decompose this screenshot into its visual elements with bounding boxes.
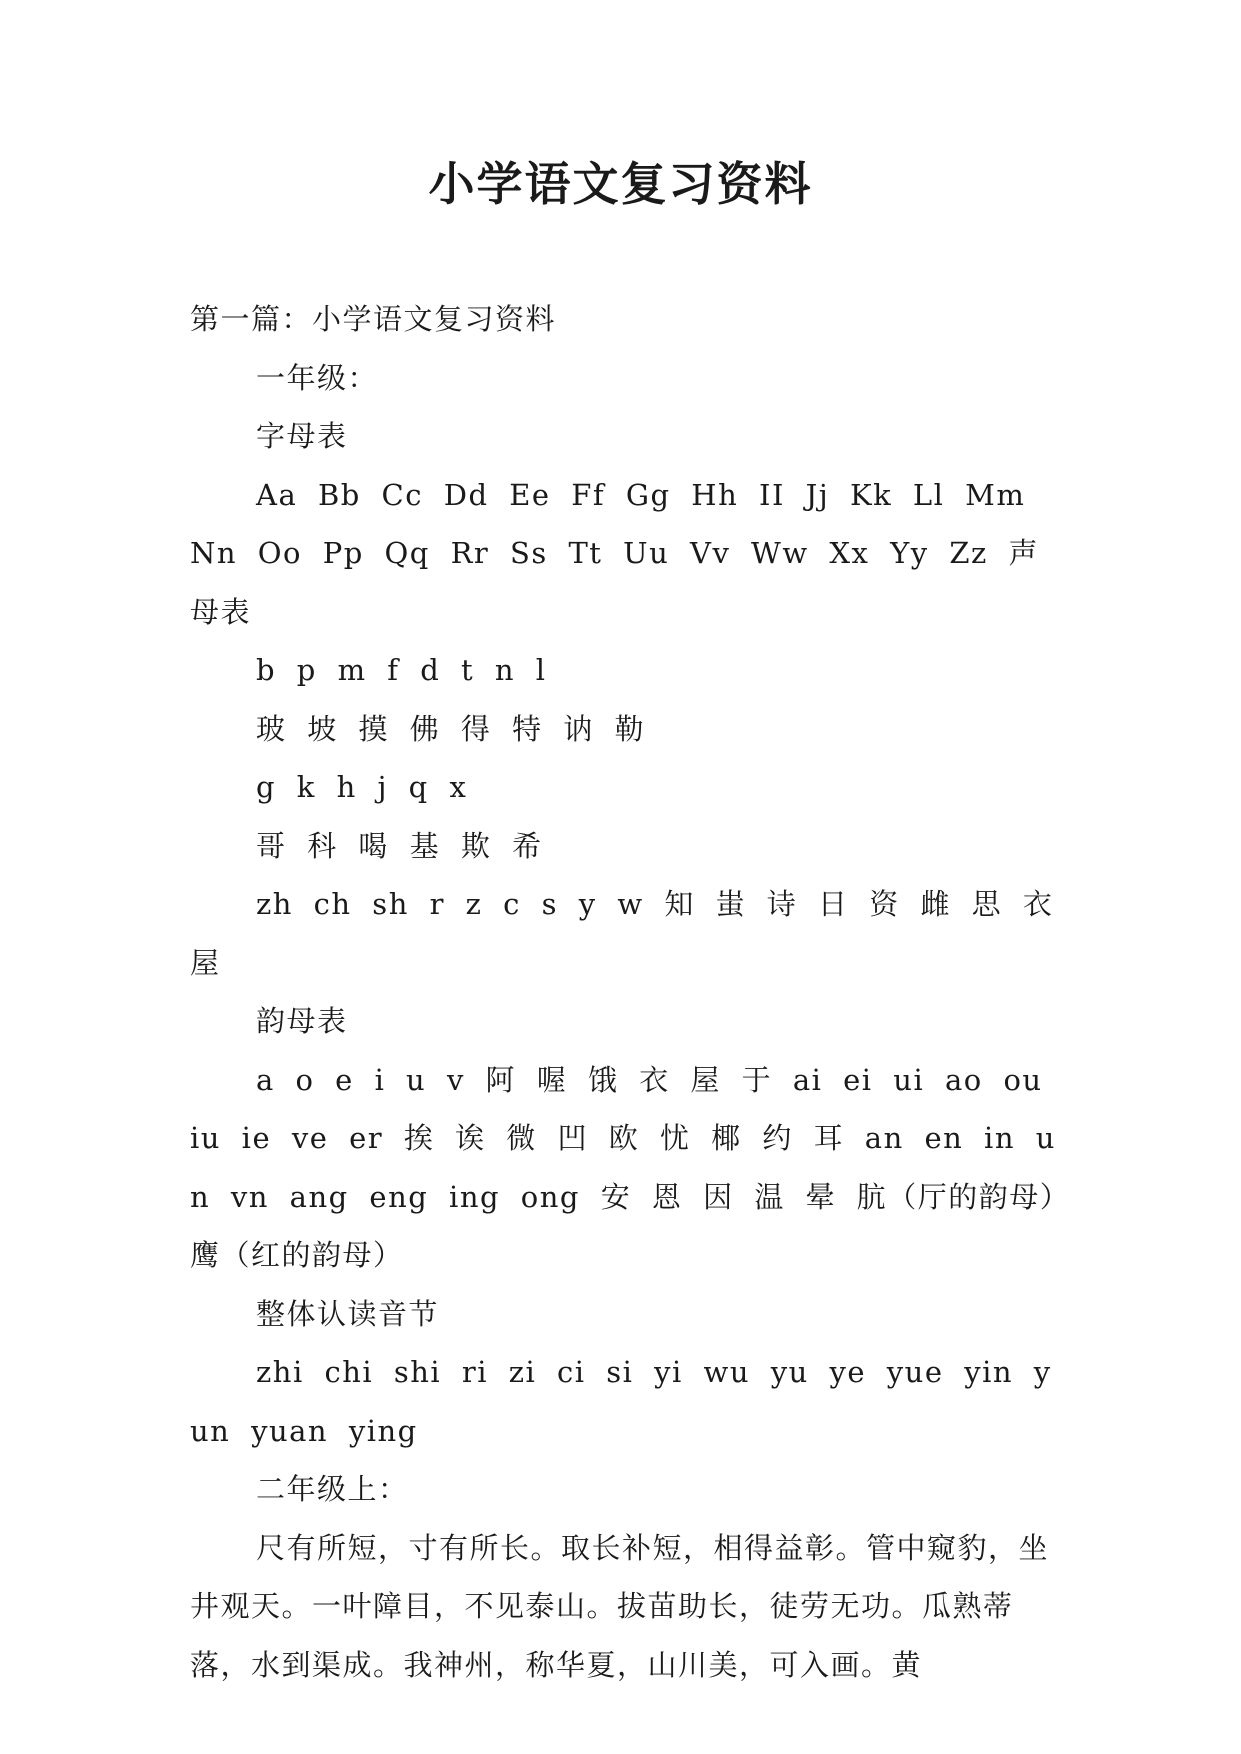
initials-row: b p m f d t n l	[256, 653, 547, 687]
syllables-paragraph: zhi chi shi ri zi ci si yi wu yu ye yue yin yun yuan ying	[190, 1355, 1052, 1448]
document-body	[190, 290, 1056, 1694]
initials-row: zh ch sh r z c s y w 知 蚩 诗 日 资 雌 思 衣 屋	[190, 887, 1054, 980]
section-heading: 字母表	[256, 419, 348, 453]
initials-row: g k h j q x	[256, 770, 468, 804]
finals-paragraph: a o e i u v 阿 喔 饿 衣 屋 于 ai ei ui ao ou iu ie ve er 挨 诶 微 凹 欧 忧 椰 约 耳 an en in un vn ang eng ing ong 安 恩 因 温 晕 肮（厅的韵母）鹰（红的韵母）	[190, 1062, 1056, 1272]
section-heading: 整体认读音节	[256, 1296, 440, 1331]
chapter-heading: 第一篇：小学语文复习资料	[190, 302, 557, 336]
idioms-paragraph: 尺有所短，寸有所长。取长补短，相得益彰。管中窥豹，坐井观天。一叶障目，不见泰山。拔苗助长，徒劳无功。瓜熟蒂落，水到渠成。我神州，称华夏，山川美，可入画。黄	[190, 1530, 1050, 1682]
section-heading: 韵母表	[256, 1004, 348, 1038]
alphabet-paragraph: Aa Bb Cc Dd Ee Ff Gg Hh II Jj Kk Ll Mm Nn Oo Pp Qq Rr Ss Tt Uu Vv Ww Xx Yy Zz 声母表	[190, 477, 1040, 629]
initials-chars-row: 哥 科 喝 基 欺 希	[256, 828, 543, 863]
document-title: 小学语文复习资料	[428, 157, 813, 211]
initials-chars-row: 玻 坡 摸 佛 得 特 讷 勒	[256, 711, 646, 746]
grade-heading: 二年级上：	[256, 1472, 409, 1506]
grade-heading: 一年级：	[256, 360, 379, 395]
